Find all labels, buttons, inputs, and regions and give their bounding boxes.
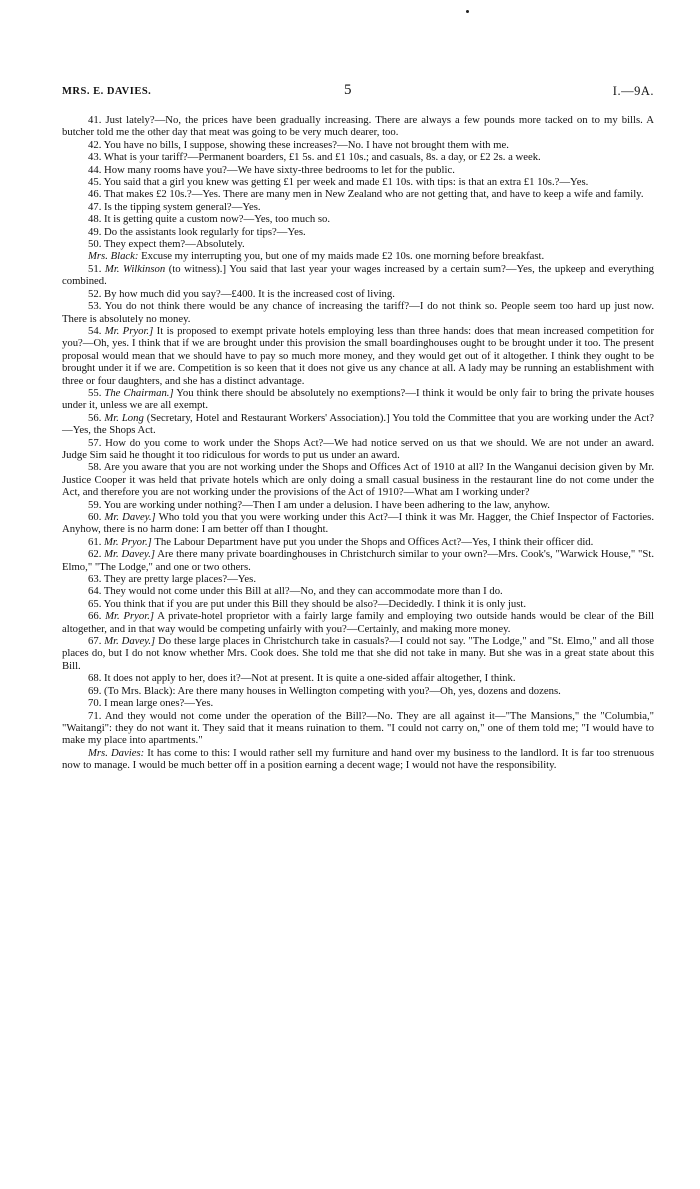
paragraph-text: It is proposed to exempt private hotels employing less than three hands: does that mean increased competition for you?—Oh, yes. I think that if we are brought under this provision the small boardinghouses ought to be brought under it too. The present proposal would mean that we should have to pay so much more money, and they would get out of it altogether. I think they ought to be brought under it if we are. Competition is so keen that it does not give us any chance at all. A lady may be running an establishment with three or four daughters, and she has a distinct advantage.: [62, 324, 655, 387]
paragraph-text: (to witness).] You said that last year your wages increased by a certain sum?—Yes, the upkeep and everything combined.: [62, 262, 655, 288]
question-number: 57.: [88, 436, 102, 449]
question-paragraph: [62, 176, 654, 188]
question-paragraph: [62, 201, 654, 213]
question-paragraph: [62, 536, 654, 548]
paragraph-text: You said that a girl you knew was getting £1 per week and made £1 10s. with tips: is that an extra £1 10s.?—Yes.: [103, 176, 589, 189]
question-paragraph: [62, 213, 654, 225]
question-number: 44.: [88, 163, 102, 176]
question-paragraph: [62, 300, 654, 325]
paragraph-text: I mean large ones?—Yes.: [104, 697, 214, 710]
question-paragraph: [62, 325, 654, 387]
question-paragraph: [62, 598, 654, 610]
paragraph-text: A private-hotel proprietor with a fairly large family and employing two outside hands would be clear of the Bill altogether, and in that way would be competing unfairly with you?—Certainly, and making more money.: [62, 610, 655, 635]
question-number: 45.: [88, 176, 102, 189]
paragraph-text: Just lately?—No, the prices have been gradually increasing. There are always a few pounds more tacked on to my bills. A butcher told me the other day that meat was going to be very much dearer, too.: [62, 114, 655, 139]
paragraph-text: You are working under nothing?—Then I am under a delusion. I have been adhering to the law, anyhow.: [103, 498, 550, 511]
question-paragraph: [62, 672, 654, 684]
question-number: 65.: [88, 597, 102, 610]
ink-speck: [466, 10, 469, 13]
question-paragraph: [62, 610, 654, 635]
question-paragraph: [62, 511, 654, 536]
speaker-name: Mrs. Black:: [88, 250, 139, 263]
witness-name: MRS. E. DAVIES.: [62, 86, 152, 97]
question-number: 43.: [88, 151, 102, 164]
question-number: 52.: [88, 287, 102, 300]
document-reference: I.—9A.: [612, 84, 654, 98]
paragraph-text: That makes £2 10s.?—Yes. There are many men in New Zealand who are not getting that, and have to keep a wife and family.: [103, 188, 644, 201]
paragraph-text: They would not come under this Bill at all?—No, and they can accommodate more than I do.: [103, 585, 503, 598]
question-number: 62.: [88, 548, 102, 561]
paragraph-text: (To Mrs. Black): Are there many houses in Wellington competing with you?—Oh, yes, dozens and dozens.: [104, 684, 561, 697]
question-number: 68.: [88, 672, 102, 685]
question-paragraph: [62, 697, 654, 709]
speaker-name: Mr. Davey.]: [104, 635, 156, 648]
paragraph-text: You do not think there would be any chance of increasing the tariff?—I do not think so. People seem too hard up just now. There is absolutely no money.: [62, 300, 655, 325]
question-paragraph: [62, 114, 654, 139]
paragraph-text: Is the tipping system general?—Yes.: [104, 200, 261, 213]
question-number: 60.: [88, 511, 102, 523]
paragraph-text: They are pretty large places?—Yes.: [103, 573, 256, 586]
question-paragraph: [62, 548, 654, 573]
question-number: 58.: [88, 461, 102, 474]
question-paragraph: [62, 461, 654, 498]
paragraph-text: It is getting quite a custom now?—Yes, too much so.: [104, 213, 331, 226]
question-number: 64.: [88, 585, 102, 598]
paragraph-text: Excuse my interrupting you, but one of my maids made £2 10s. one morning before breakfast.: [141, 250, 545, 263]
paragraph-text: How do you come to work under the Shops Act?—We had notice served on us that we should. We are not under an award. Judge Sim said he thought it too ridiculous for words to put us under an award.: [62, 436, 655, 461]
paragraph-text: They expect them?—Absolutely.: [103, 238, 245, 251]
question-number: 53.: [88, 300, 102, 313]
speaker-name: Mr. Pryor.]: [104, 324, 154, 337]
question-number: 63.: [88, 573, 102, 586]
paragraph-text: The Labour Department have put you under the Shops and Offices Act?—Yes, I think their officer did.: [154, 535, 594, 548]
question-paragraph: [62, 573, 654, 585]
question-number: 70.: [88, 697, 102, 710]
paragraph-text: How many rooms have you?—We have sixty-three bedrooms to let for the public.: [104, 163, 455, 176]
paragraph-text: Do the assistants look regularly for tips?—Yes.: [104, 225, 306, 238]
paragraph-text: What is your tariff?—Permanent boarders, £1 5s. and £1 10s.; and casuals, 8s. a day, or £2 2s. a week.: [103, 151, 541, 164]
question-number: 49.: [88, 225, 102, 238]
question-number: 41.: [88, 114, 102, 126]
question-paragraph: [62, 226, 654, 238]
question-number: 54.: [88, 324, 102, 337]
speaker-name: Mr. Long: [104, 411, 144, 424]
speaker-name: Mr. Pryor.]: [104, 535, 152, 548]
question-paragraph: [62, 263, 654, 288]
paragraph-text: By how much did you say?—£400. It is the increased cost of living.: [104, 287, 395, 300]
paragraph-text: You think that if you are put under this Bill they should be also?—Decidedly. I think it is only just.: [103, 597, 527, 610]
question-paragraph: [62, 437, 654, 462]
question-number: 59.: [88, 498, 102, 511]
paragraph-text: You have no bills, I suppose, showing these increases?—No. I have not brought them with me.: [103, 138, 509, 151]
page-header: [62, 82, 654, 102]
speaker-name: Mr. Davey.]: [104, 511, 156, 523]
question-paragraph: [62, 710, 654, 747]
question-paragraph: [62, 151, 654, 163]
question-number: 48.: [88, 213, 102, 226]
page-number: 5: [344, 82, 352, 98]
paragraph-text: Do these large places in Christchurch take in casuals?—I could not say. "The Lodge," and "St. Elmo," and all those places do, but I do not know whether Mrs. Cook does. She told me that she did not take in many. But she was in a great state about this Bill.: [62, 635, 655, 672]
question-number: 47.: [88, 200, 102, 213]
question-number: 46.: [88, 188, 102, 201]
question-paragraph: [62, 635, 654, 672]
question-number: 66.: [88, 610, 102, 623]
question-paragraph: [62, 188, 654, 200]
question-paragraph: [62, 139, 654, 151]
question-paragraph: [62, 164, 654, 176]
question-number: 61.: [88, 535, 102, 548]
question-paragraph: [62, 288, 654, 300]
paragraph-text: It has come to this: I would rather sell my furniture and hand over my business to the landlord. It is far too strenuous now to manage. I would be much better off in a position earning a decent wage; I would not have the responsibility.: [62, 746, 655, 772]
evidence-text: [62, 114, 654, 772]
question-number: 69.: [88, 684, 102, 697]
paragraph-text: And they would not come under the operation of the Bill?—No. They are all against it—"The Mansions," the "Columbia," "Waitangi": they do not want it. They said that it means ruination to them. "I could not carry on," one of them told me; "I would have to make my place into apartments.": [62, 709, 654, 747]
question-paragraph: [62, 387, 654, 412]
question-paragraph: [62, 412, 654, 437]
question-number: 55.: [88, 386, 102, 399]
speaker-name: Mrs. Davies:: [88, 746, 145, 759]
paragraph-text: Are you aware that you are not working under the Shops and Offices Act of 1910 at all? In the Wanganui decision given by Mr. Justice Cooper it was held that private hotels which are only doing a small casual business in the restaurant line do not come under the Act, and therefore you are not working under the provisions of the Act of 1910?—What am I working under?: [62, 461, 654, 499]
question-paragraph: [62, 585, 654, 597]
question-paragraph: [62, 685, 654, 697]
question-number: 42.: [88, 138, 102, 151]
question-number: 67.: [88, 635, 102, 648]
paragraph-text: (Secretary, Hotel and Restaurant Workers' Association).] You told the Committee that you are working under the Act?—Yes, the Shops Act.: [62, 411, 655, 437]
question-paragraph: [62, 499, 654, 511]
speaker-name: Mr. Wilkinson: [104, 262, 166, 275]
speaker-name: Mr. Pryor.]: [105, 610, 155, 623]
speaker-name: The Chairman.]: [104, 386, 174, 399]
question-paragraph: [62, 238, 654, 250]
paragraph-text: It does not apply to her, does it?—Not at present. It is quite a one-sided affair altogether, I think.: [104, 672, 516, 685]
question-number: 71.: [88, 709, 102, 722]
question-number: 51.: [88, 262, 102, 275]
paragraph-text: Who told you that you were working under this Act?—I think it was Mr. Hagger, the Chief Inspector of Factories. Anyhow, there is no harm done: I am better off than I thought.: [62, 511, 655, 536]
paragraph-text: You think there should be absolutely no exemptions?—I think it would be only fair to bring the private houses under it, unless we are all exempt.: [62, 386, 654, 412]
paragraph-text: Are there many private boardinghouses in Christchurch similar to your own?—Mrs. Cook's, "Warwick House," "St. Elmo," "The Lodge," and one or two others.: [62, 548, 654, 573]
speaker-name: Mr. Davey.]: [104, 548, 156, 561]
question-number: 50.: [88, 238, 102, 251]
question-number: 56.: [88, 411, 102, 424]
question-paragraph: [62, 250, 654, 262]
question-paragraph: [62, 747, 654, 772]
